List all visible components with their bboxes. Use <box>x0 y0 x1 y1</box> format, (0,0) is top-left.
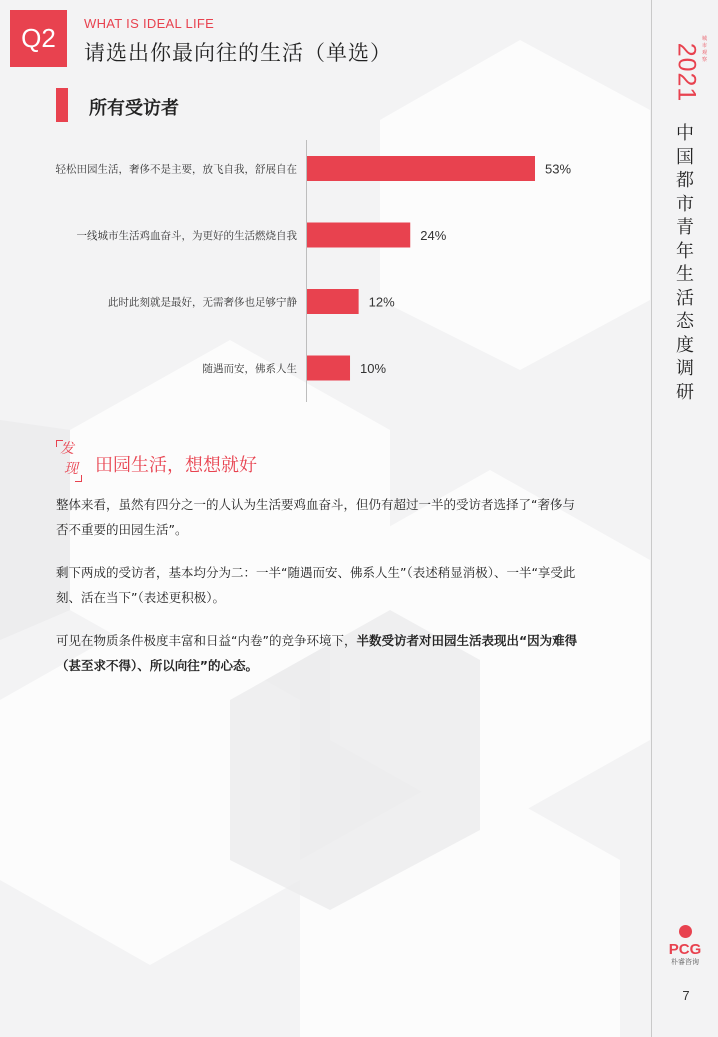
chart-value-label: 10% <box>360 361 387 376</box>
chart-bar <box>307 289 359 314</box>
bar-chart <box>0 140 650 410</box>
finding-mark-char: 现 <box>64 461 78 477</box>
chart-category-label: 此时此刻就是最好，无需奢侈也足够宁静 <box>108 296 297 309</box>
logo-dot-icon <box>679 925 692 938</box>
chart-bar <box>307 223 410 248</box>
section-title: 所有受访者 <box>89 98 179 119</box>
paragraph-1: 整体来看，虽然有四分之一的人认为生活要鸡血奋斗，但仍有超过一半的受访者选择了“奢侈与否不重要的田园生活”。 <box>56 497 575 537</box>
chart-bar <box>307 356 350 381</box>
section-accent-bar <box>56 88 68 122</box>
header-subtitle-en: WHAT IS IDEAL LIFE <box>84 16 215 31</box>
chart-value-label: 24% <box>420 228 447 243</box>
report-title-vertical: 中国都市青年生活态度调研 <box>676 123 694 403</box>
chart-category-label: 一线城市生活鸡血奋斗，为更好的生活燃烧自我 <box>76 230 297 242</box>
finding-mark-char: 发 <box>60 441 74 457</box>
year-vertical <box>672 36 700 108</box>
logo-text: PCG <box>668 941 702 958</box>
paragraph-2: 剩下两成的受访者，基本均分为二：一半“随遇而安、佛系人生”（表述稍显消极）、一半“享受此刻、活在当下”（表述更积极）。 <box>56 565 576 605</box>
logo-subtext: 朴睿咨询 <box>671 958 699 966</box>
chart-value-label: 53% <box>545 161 572 177</box>
chart-category-label: 轻松田园生活，奢侈不是主要，放飞自我，舒展自在 <box>55 163 297 176</box>
chart-value-label: 12% <box>368 294 395 310</box>
paragraph-3-bold: 半数受访者对田园生活表现出“因为难得（甚至求不得）、所以向往”的心态。 <box>56 633 578 673</box>
paragraph-3-normal: 可见在物质条件极度丰富和日益“内卷”的竞争环境下， <box>56 633 357 648</box>
sidebar-divider <box>651 0 652 1037</box>
year-text: 2021 <box>672 42 701 102</box>
chart-category-label: 随遇而安，佛系人生 <box>202 363 297 375</box>
pcg-logo <box>662 923 708 967</box>
paragraph-3 <box>56 628 586 678</box>
page-number: 7 <box>682 988 690 1003</box>
chart-bar <box>307 156 535 181</box>
finding-mark-icon <box>56 440 82 482</box>
year-small-text: 城市观察 <box>702 36 708 63</box>
finding-title: 田园生活，想想就好 <box>95 455 257 476</box>
question-badge: Q2 <box>10 10 67 67</box>
page-title: 请选出你最向往的生活（单选） <box>84 41 392 65</box>
